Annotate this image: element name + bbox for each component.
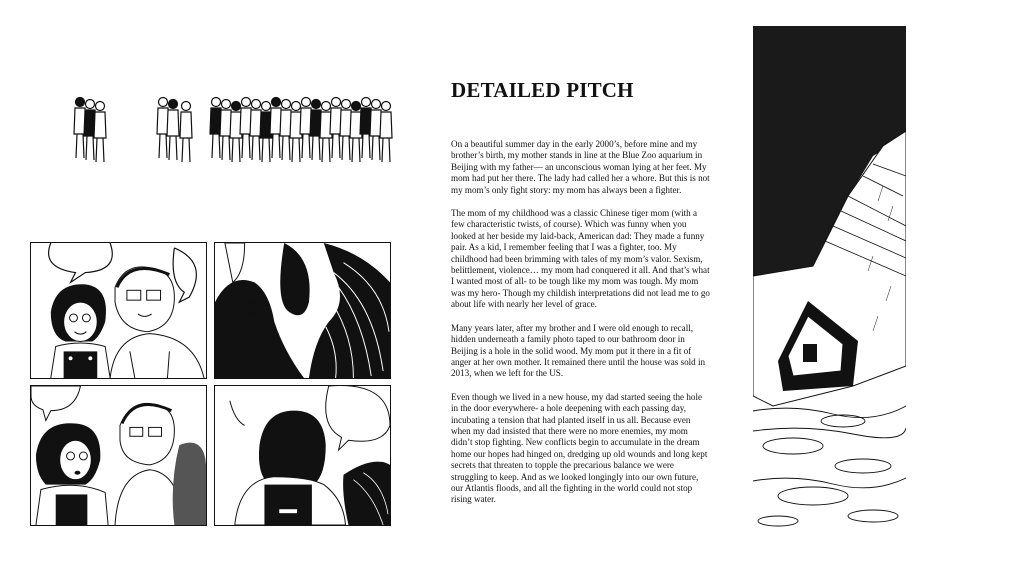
comic-panel-worried-girl	[30, 385, 207, 526]
page-title: DETAILED PITCH	[451, 78, 634, 102]
crowd-illustration	[68, 88, 402, 164]
pitch-paragraph: The mom of my childhood was a classic Chinese tiger mom (with a few characteristic twists, of course). Which was funny when you looked at her beside my laid-back, American dad: They made a funny pair. As a kid, I remember feeling that I was a fighter, too. My childhood had been brimming with tales of my mom’s valor. Sexism, belittlement, violence… my mom had conquered it all. And that’s what I wanted most of all- to be tough like my mom was tough. My mom was my hero- Though my childish interpretations did not lead me to go about life with nearly her level of grace.	[451, 208, 710, 310]
pitch-paragraph: Even though we lived in a new house, my dad started seeing the hole in the door everywhere- a hole deepening with each passing day, incubating a tension that had planted itself in us all. Because even when my dad insisted that there were no more enemies, my mom didn’t stop fighting. New conflicts begin to accumulate in the dream home our hopes had hinged on, dredging up old wounds and long kept secrets that threaten to topple the precarious balance we were struggling to keep. And as we looked longingly into our own future, our Atlantis floods, and all the fighting in the world could not stop rising water.	[451, 391, 708, 505]
pitch-paragraph: Many years later, after my brother and I were old enough to recall, hidden underneath a family photo taped to our bathroom door in Beijing is a hole in the solid wood. My mom put it there in a fit of anger at her own mother. It remained there until the house was sold in 2013, when we left for the US.	[451, 322, 706, 379]
comic-panel-girl-and-father	[30, 242, 207, 379]
comic-panel-girl-back-view	[214, 385, 391, 526]
comic-panel-dark-hair-closeup	[214, 242, 391, 379]
pitch-paragraph: On a beautiful summer day in the early 2000’s, before mine and my brother’s birth, my mother stands in line at the Blue Zoo aquarium in Beijing with my father— an unconscious woman lying at her feet. My mom had put her there. The lady had called her a whore. But this is not my mom’s only fight story: my mom has always been a fighter.	[451, 139, 710, 195]
pitch-body	[451, 139, 711, 518]
flooded-house-cover	[753, 26, 906, 538]
